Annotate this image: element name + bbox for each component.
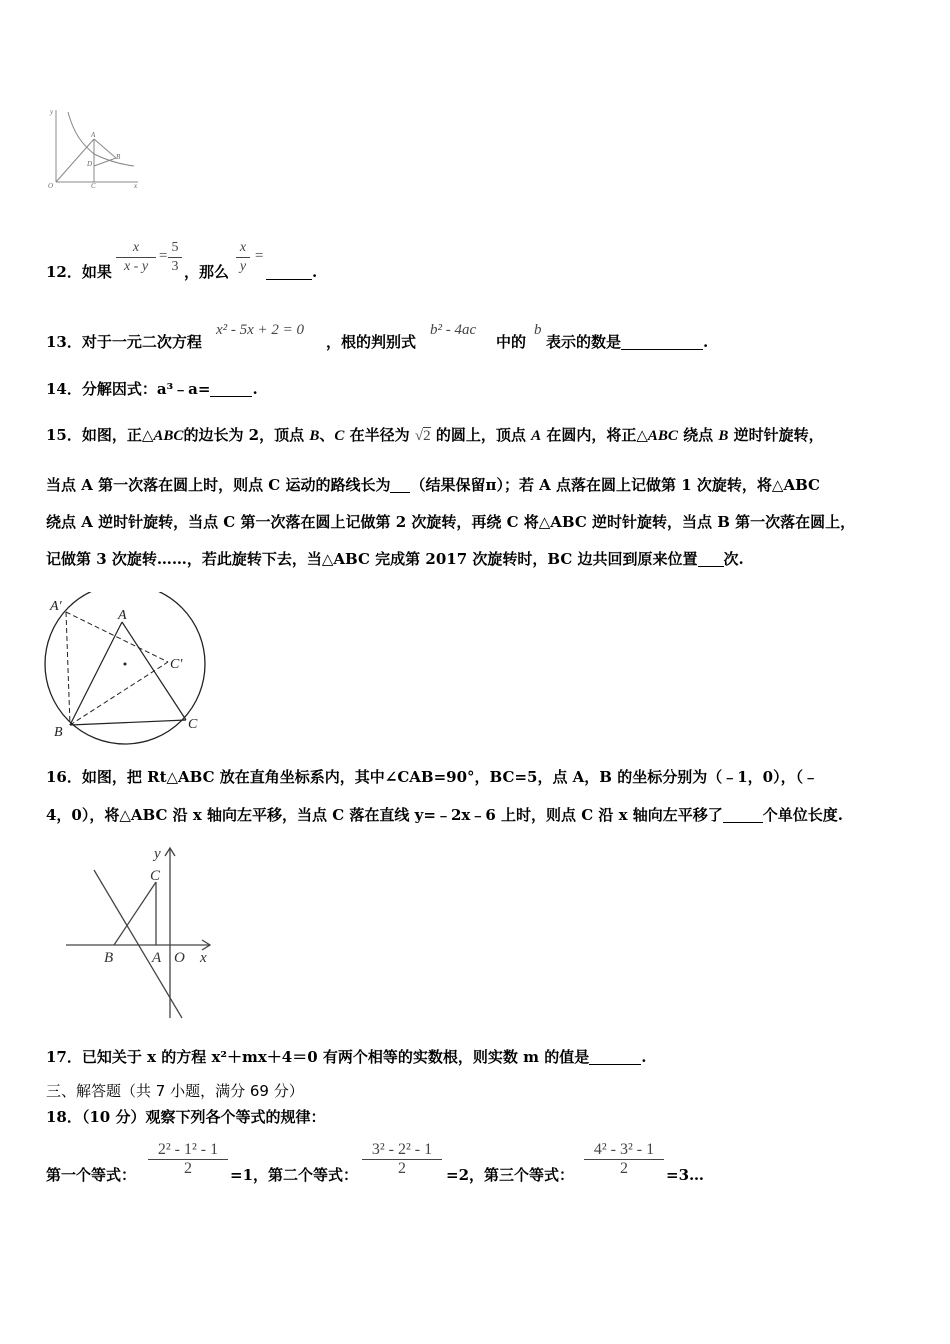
q15-a: A xyxy=(531,428,542,444)
q15-b-2: B xyxy=(718,428,729,444)
q15-l4: 记做第 3 次旋转……，若此旋转下去，当△ABC 完成第 2017 次旋转时，BC 边共回到原来位置 xyxy=(46,550,698,568)
q15-sqrt: √2 xyxy=(414,428,431,444)
fig11-label-d: D xyxy=(87,160,93,168)
fig11-label-y: y xyxy=(50,108,54,116)
q15-l2: 当点 A 第一次落在圆上时，则点 C 运动的路线长为 xyxy=(46,476,391,494)
section3-title-text: 三、解答题（共 7 小题，满分 69 分） xyxy=(46,1082,304,1100)
fig15-label-c: C xyxy=(188,717,198,732)
question-14 xyxy=(46,382,258,397)
q16-l2b: 个单位长度. xyxy=(762,806,843,824)
q15-blank-1 xyxy=(390,478,410,493)
question-15-line-2 xyxy=(46,478,820,493)
q18-eq1-result xyxy=(230,1168,358,1183)
q15-l1b: 的边长为 2，顶点 xyxy=(183,426,305,444)
q18-eq2-result xyxy=(446,1168,574,1183)
question-17 xyxy=(46,1050,646,1065)
q18-title-text: 18．（10 分）观察下列各个等式的规律： xyxy=(46,1108,326,1126)
question-15-line-4 xyxy=(46,552,744,567)
figure-q11-graph xyxy=(44,104,144,190)
question-15-line-1 xyxy=(46,428,824,444)
q15-abc-2: ABC xyxy=(647,428,678,444)
q16-l1: 16．如图，把 Rt△ABC 放在直角坐标系内，其中∠CAB=90°，BC=5，点 A，B 的坐标分别为（﹣1，0），（﹣ xyxy=(46,768,819,786)
q17-text: 17．已知关于 x 的方程 x²＋mx＋4＝0 有两个相等的实数根，则实数 m 的值是 xyxy=(46,1048,590,1066)
fig16-label-o: O xyxy=(174,950,185,966)
q17-end: . xyxy=(641,1048,647,1066)
q13-end: . xyxy=(703,333,709,351)
q13-discriminant: b² - 4ac xyxy=(430,322,477,338)
q14-blank xyxy=(210,382,252,397)
q12-frac3-num: x xyxy=(239,240,247,255)
q18-eq2-res-text: =2，第三个等式： xyxy=(446,1166,575,1184)
q12-lead: 12．如果 xyxy=(46,263,112,281)
q13-mid-text: ，根的判别式 xyxy=(326,333,417,351)
q15-l2b: （结果保留π）；若 A 点落在圆上记做第 1 次旋转，将△ABC xyxy=(410,476,820,494)
fig16-label-b: B xyxy=(104,950,114,966)
fig15-label-aprime: A′ xyxy=(50,599,62,614)
q12-eq2: = xyxy=(254,248,265,264)
q15-abc: ABC xyxy=(153,428,184,444)
q12-fraction-1 xyxy=(116,240,156,275)
q12-eq1: = xyxy=(158,248,169,264)
q13-lead: 13．对于一元二次方程 xyxy=(46,333,202,351)
fig16-label-x: x xyxy=(200,950,207,966)
q16-blank xyxy=(723,808,763,823)
q13-tail-text: 表示的数是 xyxy=(546,333,622,351)
q13-tail xyxy=(546,335,708,350)
q18-frac2-num: 3² - 2² - 1 xyxy=(371,1141,433,1158)
fig11-label-o: O xyxy=(48,182,54,190)
q12-frac1-num: x xyxy=(132,240,140,255)
q18-eq1-label xyxy=(46,1168,136,1183)
q15-l1g: 逆时针旋转， xyxy=(733,426,824,444)
q16-l2: 4，0），将△ABC 沿 x 轴向左平移，当点 C 落在直线 y=﹣2x﹣6 上时，则点 C 沿 x 轴向左平移了 xyxy=(46,806,723,824)
q13-var-b: b xyxy=(534,322,542,338)
q13-mid2-text: 中的 xyxy=(496,333,527,351)
fig16-label-c: C xyxy=(150,868,161,884)
q12-frac2-den: 3 xyxy=(171,259,179,274)
question-16-line-1 xyxy=(46,770,818,785)
q12-fraction-3 xyxy=(236,240,250,275)
fig11-label-b: B xyxy=(116,153,121,161)
q12-answer xyxy=(266,265,317,280)
q18-frac2-den: 2 xyxy=(398,1160,406,1177)
q14-end: . xyxy=(252,380,258,398)
figure-q15-circle xyxy=(40,592,220,748)
q15-sep: 、 xyxy=(319,426,335,444)
q18-eq3-result xyxy=(666,1168,704,1183)
q18-fraction-3 xyxy=(584,1142,664,1177)
q13-equation: x² - 5x + 2 = 0 xyxy=(216,322,305,338)
q15-l1e: 在圆内，将正△ xyxy=(546,426,648,444)
fig11-label-x: x xyxy=(134,182,138,190)
q18-fraction-2 xyxy=(362,1142,442,1177)
q12-blank xyxy=(266,265,312,280)
q18-eq1-res-text: =1，第二个等式： xyxy=(230,1166,359,1184)
fig15-label-b: B xyxy=(54,725,63,740)
q15-l1a: 15．如图，正△ xyxy=(46,426,154,444)
fig16-label-a: A xyxy=(152,950,162,966)
q18-frac1-num: 2² - 1² - 1 xyxy=(157,1141,219,1158)
q15-sqrt-val: 2 xyxy=(423,428,431,444)
section-3-title xyxy=(46,1084,304,1099)
q13-blank xyxy=(621,335,703,350)
q15-blank-2 xyxy=(698,552,724,567)
fig15-label-a: A xyxy=(118,608,127,623)
fig11-label-c: C xyxy=(91,182,96,190)
question-18-title xyxy=(46,1110,325,1125)
fig16-label-y: y xyxy=(154,846,161,862)
q15-b: B xyxy=(309,428,320,444)
q12-frac1-den: x - y xyxy=(123,259,149,274)
question-16-line-2 xyxy=(46,808,843,823)
q12-mid xyxy=(184,265,229,280)
figure-q16-coordinate xyxy=(62,842,218,1022)
q18-fraction-1 xyxy=(148,1142,228,1177)
q14-text: 14．分解因式：a³﹣a= xyxy=(46,380,211,398)
q15-l4b: 次. xyxy=(723,550,744,568)
q15-l1d: 的圆上，顶点 xyxy=(435,426,526,444)
fig15-label-cprime: C′ xyxy=(170,657,183,672)
q15-c: C xyxy=(334,428,345,444)
q12-end: . xyxy=(312,263,318,281)
question-15-line-3 xyxy=(46,515,855,530)
q18-frac1-den: 2 xyxy=(184,1160,192,1177)
fig11-label-a: A xyxy=(91,131,96,139)
q18-eq1-label-text: 第一个等式： xyxy=(46,1166,137,1184)
q12-frac3-den: y xyxy=(239,259,247,274)
q15-l1c: 在半径为 xyxy=(349,426,410,444)
question-13 xyxy=(46,335,202,350)
q18-frac3-num: 4² - 3² - 1 xyxy=(593,1141,655,1158)
question-12 xyxy=(46,265,112,280)
q12-mid-text: ，那么 xyxy=(184,263,230,281)
q12-fraction-2 xyxy=(168,240,182,275)
q12-frac2-num: 5 xyxy=(171,240,179,255)
q17-blank xyxy=(589,1050,641,1065)
q13-mid xyxy=(326,335,416,350)
q18-eq3-res-text: =3… xyxy=(666,1166,705,1184)
q15-l1f: 绕点 xyxy=(683,426,714,444)
q13-mid2 xyxy=(496,335,526,350)
q15-l3: 绕点 A 逆时针旋转，当点 C 第一次落在圆上记做第 2 次旋转，再绕 C 将△ABC 逆时针旋转，当点 B 第一次落在圆上， xyxy=(46,513,856,531)
q18-frac3-den: 2 xyxy=(620,1160,628,1177)
